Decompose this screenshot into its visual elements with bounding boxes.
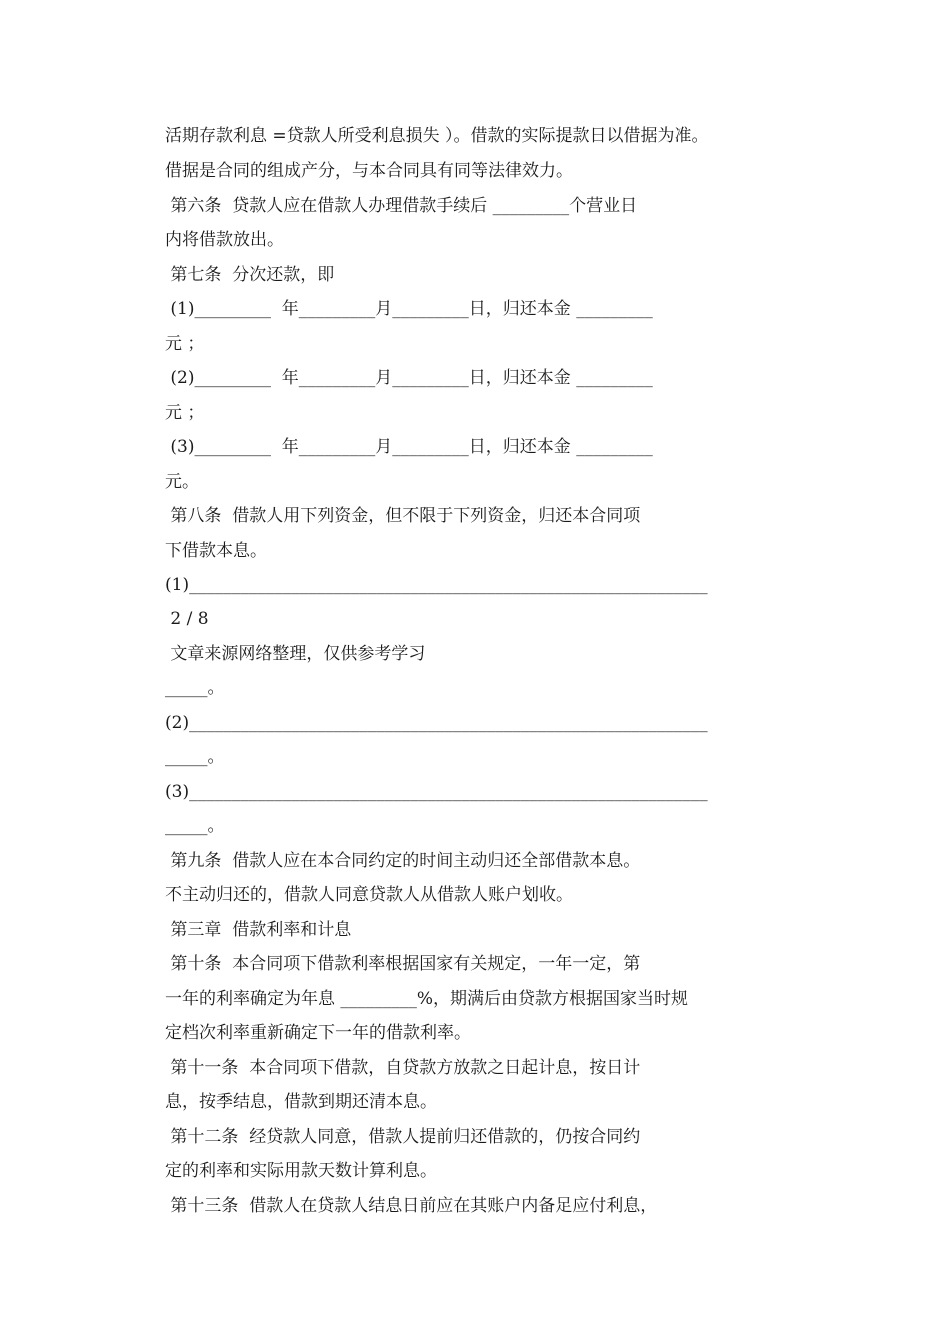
text-line: 第六条 贷款人应在借款人办理借款手续后 _________个营业日	[165, 196, 638, 216]
text-line: 第九条 借款人应在本合同约定的时间主动归还全部借款本息。	[165, 851, 641, 871]
text-line: (3)_________ 年_________月_________日，归还本金 _________	[165, 437, 653, 457]
text-line: 内将借款放出。	[165, 230, 284, 250]
text-line: (2)_________ 年_________月_________日，归还本金 _________	[165, 368, 653, 388]
text-line: 第十三条 借款人在贷款人结息日前应在其账户内备足应付利息，	[165, 1196, 658, 1216]
text-line: 不主动归还的，借款人同意贷款人从借款人账户划收。	[165, 885, 573, 905]
text-line: 息，按季结息，借款到期还清本息。	[165, 1092, 437, 1112]
text-line: 第七条 分次还款，即	[165, 265, 335, 285]
text-line: (1)_________ 年_________月_________日，归还本金 _________	[165, 299, 653, 319]
text-line: (1)_____________________________________________________________	[165, 575, 708, 595]
text-line: _____。	[165, 816, 225, 836]
text-line: 定档次利率重新确定下一年的借款利率。	[165, 1023, 471, 1043]
chapter-heading: 第三章 借款利率和计息	[165, 920, 352, 940]
text-line: 元。	[165, 472, 199, 492]
text-line: 元 ；	[165, 403, 205, 423]
text-line: 第十二条 经贷款人同意，借款人提前归还借款的，仍按合同约	[165, 1127, 641, 1147]
source-note: 文章来源网络整理，仅供参考学习	[165, 644, 426, 664]
text-line: 第十一条 本合同项下借款，自贷款方放款之日起计息，按日计	[165, 1058, 641, 1078]
text-line: 第八条 借款人用下列资金，但不限于下列资金，归还本合同项	[165, 506, 641, 526]
text-line: 借据是合同的组成产分，与本合同具有同等法律效力。	[165, 161, 573, 181]
text-line: 活期存款利息 =贷款人所受利息损失 ）。借款的实际提款日以借据为准。	[165, 126, 709, 146]
text-line: 元 ；	[165, 334, 205, 354]
text-line: (3)_____________________________________________________________	[165, 782, 708, 802]
text-line: 下借款本息。	[165, 541, 267, 561]
text-line: (2)_____________________________________________________________	[165, 713, 708, 733]
page-number: 2 / 8	[165, 609, 209, 629]
text-line: 一年的利率确定为年息 _________%，期满后由贷款方根据国家当时规	[165, 989, 689, 1009]
text-line: _____。	[165, 678, 225, 698]
text-line: 定的利率和实际用款天数计算利息。	[165, 1161, 437, 1181]
text-line: _____。	[165, 747, 225, 767]
text-line: 第十条 本合同项下借款利率根据国家有关规定，一年一定，第	[165, 954, 641, 974]
